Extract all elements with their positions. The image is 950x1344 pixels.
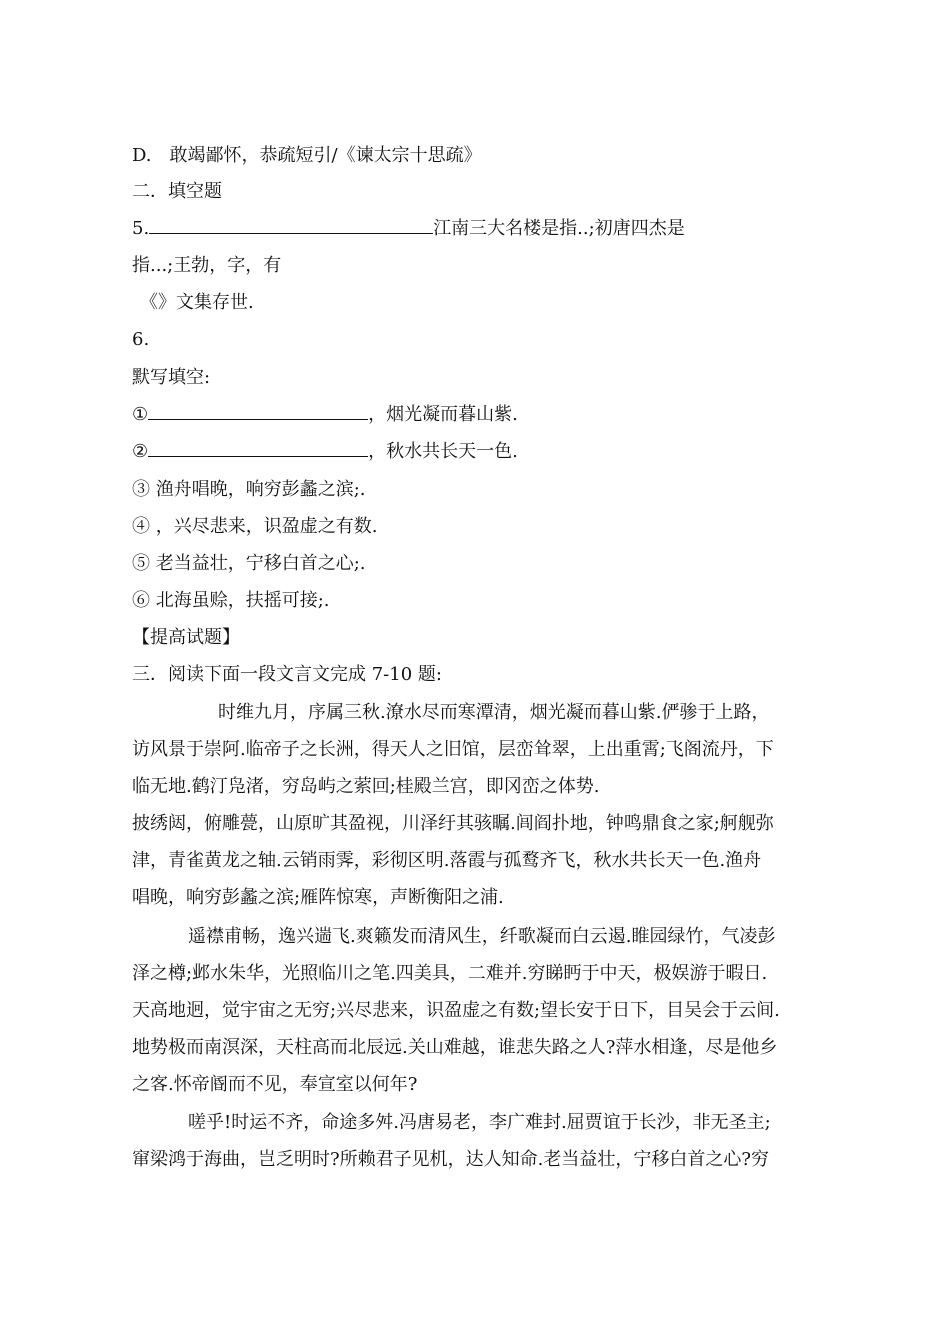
fill-item-5: ⑤ 老当益壮，宁移白首之心;. [132,553,366,574]
fill-item-1-mark: ① [132,404,149,425]
passage-line: 访风景于崇阿.临帝子之长洲，得天人之旧馆，层峦耸翠，上出重霄;飞阁流丹，下 [132,739,774,760]
passage-line: 临无地.鹤汀凫渚，穷岛屿之萦回;桂殿兰宫，即冈峦之体势. [132,776,600,797]
question-5-end: 《》文集存世. [140,292,254,313]
passage-line: 地势极而南溟深，天柱高而北辰远.关山难越，谁悲失路之人?萍水相逢，尽是他乡 [132,1037,778,1058]
fill-item-6: ⑥ 北海虽赊，扶摇可接;. [132,590,330,611]
section-reading-heading: 三．阅读下面一段文言文完成 7-10 题: [132,664,442,685]
passage-line: 津，青雀黄龙之轴.云销雨霁，彩彻区明.落霞与孤鹜齐飞，秋水共长天一色.渔舟 [132,850,762,871]
fill-item-4: ④ ，兴尽悲来，识盈虚之有数. [132,516,378,537]
answer-blank [148,440,368,457]
passage-line: 嗟乎!时运不齐，命途多舛.冯唐易老，李广难封.屈贾谊于长沙，非无圣主; [188,1112,771,1133]
passage-line: 唱晚，响穷彭蠡之滨;雁阵惊寒，声断衡阳之浦. [132,887,504,908]
question-6-number: 6. [132,329,150,350]
passage-line: 披绣闼，俯雕甍，山原旷其盈视，川泽纡其骇瞩.闾阎扑地，钟鸣鼎食之家;舸舰弥 [132,813,774,834]
fill-item-2-text: ，秋水共长天一色. [368,441,518,462]
question-6-title: 默写填空: [132,367,211,388]
question-5-continued: 指...;王勃，字，有 [132,255,282,276]
passage-line: 遥襟甫畅，逸兴遄飞.爽籁发而清风生，纤歌凝而白云遏.睢园绿竹，气凌彭 [188,926,776,947]
answer-blank [149,217,433,234]
question-5-text: 江南三大名楼是指..;初唐四杰是 [433,218,685,239]
fill-item-1 [132,403,518,427]
advanced-section-heading: 【提高试题】 [132,627,240,648]
fill-item-3: ③ 渔舟唱晚，响穷彭蠡之滨;. [132,479,366,500]
section-fill-blank-heading: 二．填空题 [132,181,222,202]
question-5-number: 5. [132,218,150,239]
question-5 [132,217,685,241]
passage-line: 窜梁鸿于海曲，岂乏明时?所赖君子见机，达人知命.老当益壮，宁移白首之心?穷 [132,1149,770,1170]
passage-line: 之客.怀帝阍而不见，奉宣室以何年? [132,1074,418,1095]
fill-item-2 [132,440,518,464]
passage-line: 天高地迥，觉宇宙之无穷;兴尽悲来，识盈虚之有数;望长安于日下，目吴会于云间. [132,1000,780,1021]
passage-line: 泽之樽;邺水朱华，光照临川之笔.四美具，二难并.穷睇眄于中天，极娱游于暇日. [132,963,768,984]
fill-item-1-text: ，烟光凝而暮山紫. [368,404,518,425]
answer-blank [148,403,368,420]
fill-item-2-mark: ② [132,441,149,462]
option-d: D. 敢竭鄙怀，恭疏短引/《谏太宗十思疏》 [132,145,482,166]
passage-line: 时维九月，序属三秋.潦水尽而寒潭清，烟光凝而暮山紫.俨骖于上路， [218,702,770,723]
